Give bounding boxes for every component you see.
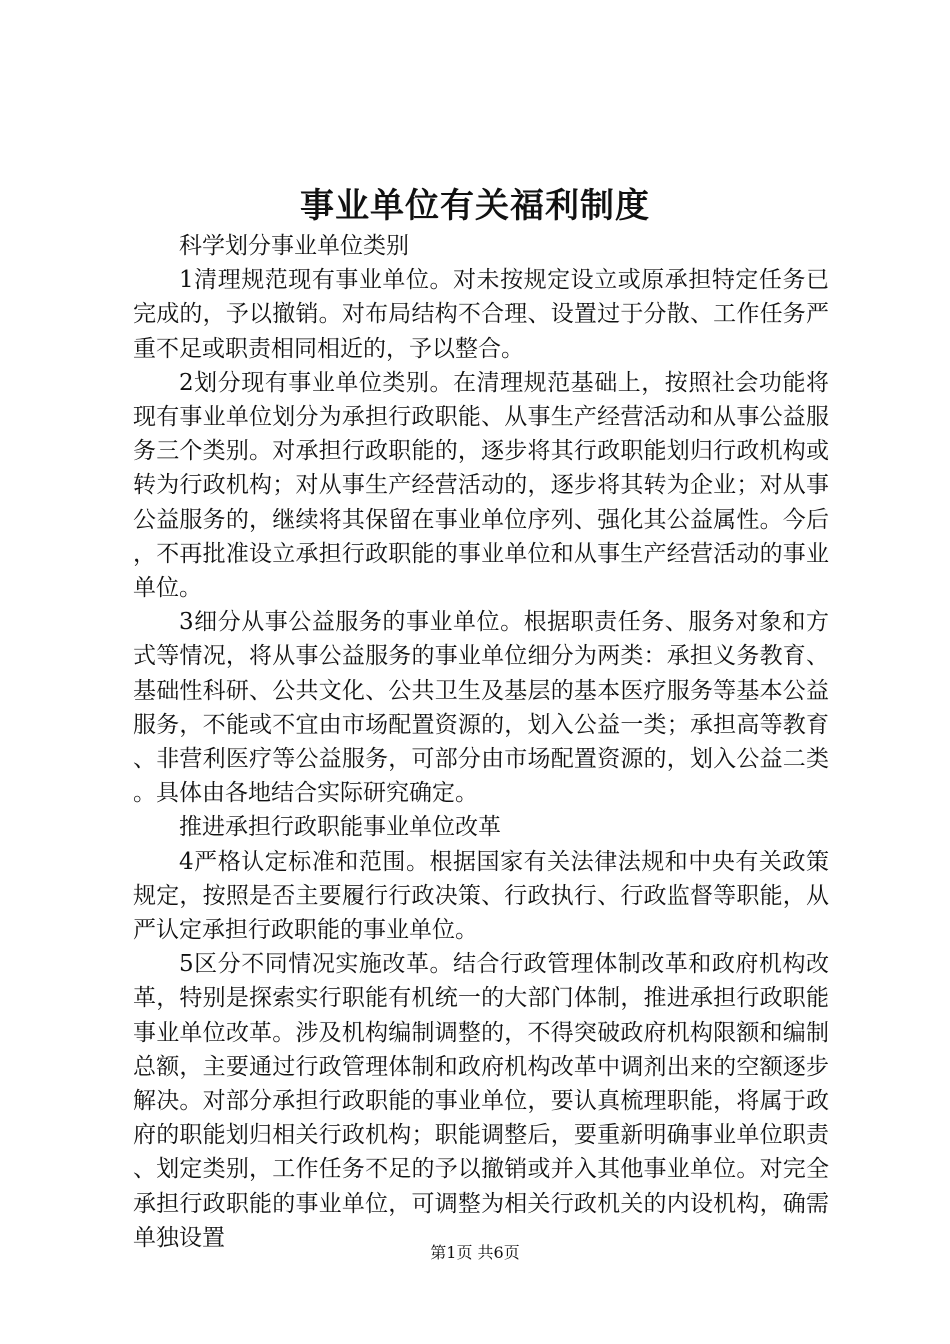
section-heading-classification: 科学划分事业单位类别 <box>179 233 409 259</box>
page-title: 事业单位有关福利制度 <box>300 186 650 226</box>
paragraph-2: 2划分现有事业单位类别。在清理规范基础上，按照社会功能将现有事业单位划分为承担行政职能、从事生产经营活动和从事公益服务三个类别。对承担行政职能的，逐步将其行政职能划归行政机构或转为行政机构；对从事生产经营活动的，逐步将其转为企业；对从事公益服务的，继续将其保留在事业单位序列、强化其公益属性。今后，不再批准设立承担行政职能的事业单位和从事生产经营活动的事业单位。 <box>133 369 829 602</box>
paragraph-1: 1清理规范现有事业单位。对未按规定设立或原承担特定任务已完成的，予以撤销。对布局结构不合理、设置过于分散、工作任务严重不足或职责相同相近的，予以整合。 <box>133 267 829 362</box>
document-body <box>133 229 829 1255</box>
paragraph-5: 5区分不同情况实施改革。结合行政管理体制改革和政府机构改革，特别是探索实行职能有机统一的大部门体制，推进承担行政职能事业单位改革。涉及机构编制调整的，不得突破政府机构限额和编制总额，主要通过行政管理体制和政府机构改革中调剂出来的空额逐步解决。对部分承担行政职能的事业单位，要认真梳理职能，将属于政府的职能划归相关行政机构；职能调整后，要重新明确事业单位职责、划定类别，工作任务不足的予以撤销或并入其他事业单位。对完全承担行政职能的事业单位，可调整为相关行政机关的内设机构，确需单独设置 <box>133 951 829 1251</box>
page-number-footer: 第1页 共6页 <box>430 1243 520 1262</box>
paragraph-3: 3细分从事公益服务的事业单位。根据职责任务、服务对象和方式等情况，将从事公益服务的事业单位细分为两类：承担义务教育、基础性科研、公共文化、公共卫生及基层的基本医疗服务等基本公益服务，不能或不宜由市场配置资源的，划入公益一类；承担高等教育、非营利医疗等公益服务，可部分由市场配置资源的，划入公益二类。具体由各地结合实际研究确定。 <box>133 609 829 807</box>
paragraph-4: 4严格认定标准和范围。根据国家有关法律法规和中央有关政策规定，按照是否主要履行行政决策、行政执行、行政监督等职能，从严认定承担行政职能的事业单位。 <box>133 848 829 944</box>
section-heading-reform: 推进承担行政职能事业单位改革 <box>179 814 501 841</box>
